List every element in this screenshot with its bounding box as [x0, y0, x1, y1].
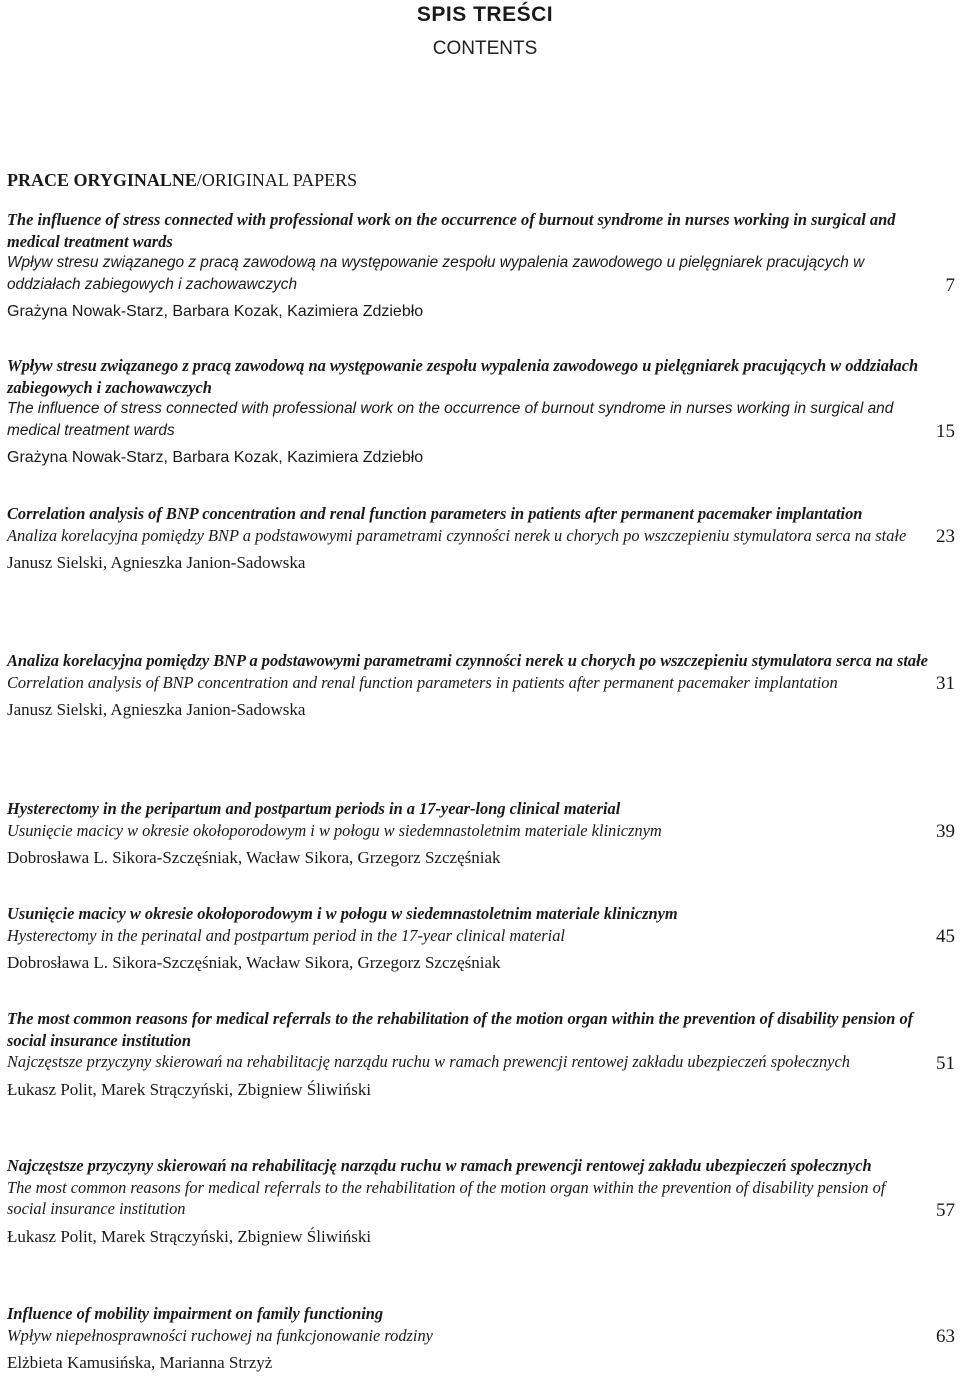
entry-translation-row	[7, 925, 957, 947]
entry-title: The most common reasons for medical referrals to the rehabilitation of the motion organ within the prevention of disability pension of social insurance institution	[7, 1009, 914, 1050]
entry-title: Correlation analysis of BNP concentration and renal function parameters in patients after permanent pacemaker implantation	[7, 504, 863, 523]
entry-translation-row	[7, 1051, 957, 1073]
entry-page-number: 63	[936, 1326, 955, 1347]
entry-authors: Dobrosława L. Sikora-Szczęśniak, Wacław Sikora, Grzegorz Szczęśniak	[7, 953, 501, 972]
entry-translation-row	[7, 252, 957, 295]
toc-entry[interactable]	[7, 355, 957, 469]
toc-entry[interactable]	[7, 209, 957, 323]
entry-translation: The influence of stress connected with professional work on the occurrence of burnout syndrome in nurses working in surgical and medical treatment wards	[7, 400, 894, 439]
entry-translation: Hysterectomy in the perinatal and postpartum period in the 17-year clinical material	[7, 925, 565, 945]
entry-translation-row	[7, 820, 957, 842]
section-heading-en: /ORIGINAL PAPERS	[196, 170, 358, 190]
entry-title: Hysterectomy in the peripartum and postpartum periods in a 17-year-long clinical material	[7, 799, 621, 818]
entry-title: Usunięcie macicy w okresie okołoporodowym i w połogu w siedemnastoletnim materiale klinicznym	[7, 904, 678, 923]
entry-translation-row	[7, 1325, 957, 1347]
entry-page-number: 57	[936, 1199, 955, 1221]
entry-translation: Najczęstsze przyczyny skierowań na rehabilitację narządu ruchu w ramach prewencji rentowej zakładu ubezpieczeń społecznych	[7, 1052, 850, 1071]
entry-translation-row	[7, 525, 957, 547]
section-heading-pl: PRACE ORYGINALNE	[7, 170, 197, 190]
entry-title: Wpływ stresu związanego z pracą zawodową na występowanie zespołu wypalenia zawodowego u pielęgniarek pracujących w oddziałach zabiegowych i zachowawczych	[7, 356, 919, 397]
entry-authors: Grażyna Nowak-Starz, Barbara Kozak, Kazimiera Zdziebło	[7, 303, 424, 320]
entry-authors: Dobrosława L. Sikora-Szczęśniak, Wacław Sikora, Grzegorz Szczęśniak	[7, 848, 501, 867]
entry-translation-row	[7, 398, 957, 441]
toc-entry[interactable]	[7, 1303, 957, 1374]
entry-page-number: 7	[945, 275, 955, 296]
entry-page-number: 23	[936, 526, 955, 547]
toc-entry[interactable]	[7, 903, 957, 974]
entry-translation-row	[7, 672, 957, 694]
entry-page-number: 39	[936, 821, 955, 842]
entry-title: The influence of stress connected with professional work on the occurrence of burnout syndrome in nurses working in surgical and medical treatment wards	[7, 210, 896, 251]
entry-translation: Usunięcie macicy w okresie okołoporodowym i w połogu w siedemnastoletnim materiale klinicznym	[7, 820, 662, 840]
entry-authors: Łukasz Polit, Marek Strączyński, Zbigniew Śliwiński	[7, 1079, 372, 1099]
entry-page-number: 51	[936, 1052, 955, 1074]
entry-title: Najczęstsze przyczyny skierowań na rehabilitację narządu ruchu w ramach prewencji rentowej zakładu ubezpieczeń społecznych	[7, 1156, 872, 1175]
page-title: SPIS TREŚCI	[416, 3, 554, 26]
entry-title: Influence of mobility impairment on family functioning	[7, 1304, 384, 1323]
page-subtitle: CONTENTS	[432, 38, 538, 59]
toc-entry[interactable]	[7, 650, 957, 721]
entry-page-number: 15	[936, 421, 955, 442]
toc-entry[interactable]	[7, 1155, 957, 1248]
entry-authors: Elżbieta Kamusińska, Marianna Strzyż	[7, 1353, 273, 1372]
entry-translation: Analiza korelacyjna pomiędzy BNP a podstawowymi parametrami czynności nerek u chorych po wszczepieniu stymulatora serca na stałe	[7, 525, 907, 545]
section-heading	[7, 169, 357, 191]
entry-title: Analiza korelacyjna pomiędzy BNP a podstawowymi parametrami czynności nerek u chorych po wszczepieniu stymulatora serca na stałe	[7, 651, 928, 670]
entry-page-number: 31	[936, 673, 955, 694]
entry-translation: Wpływ stresu związanego z pracą zawodową na występowanie zespołu wypalenia zawodowego u pielęgniarek pracujących w oddziałach zabiegowych i zachowawczych	[7, 254, 865, 293]
toc-entry[interactable]	[7, 798, 957, 869]
entry-authors: Janusz Sielski, Agnieszka Janion-Sadowska	[7, 553, 306, 572]
entry-authors: Janusz Sielski, Agnieszka Janion-Sadowska	[7, 700, 306, 719]
entry-authors: Łukasz Polit, Marek Strączyński, Zbigniew Śliwiński	[7, 1226, 372, 1246]
entry-translation: Correlation analysis of BNP concentration and renal function parameters in patients after permanent pacemaker implantation	[7, 672, 838, 692]
entry-page-number: 45	[936, 926, 955, 947]
entry-authors: Grażyna Nowak-Starz, Barbara Kozak, Kazimiera Zdziebło	[7, 449, 424, 466]
entry-translation-row	[7, 1177, 957, 1220]
entry-translation: Wpływ niepełnosprawności ruchowej na funkcjonowanie rodziny	[7, 1325, 433, 1345]
toc-entry[interactable]	[7, 1008, 957, 1101]
entry-translation: The most common reasons for medical referrals to the rehabilitation of the motion organ within the prevention of disability pension of social insurance institution	[7, 1177, 886, 1218]
toc-entry[interactable]	[7, 503, 957, 574]
